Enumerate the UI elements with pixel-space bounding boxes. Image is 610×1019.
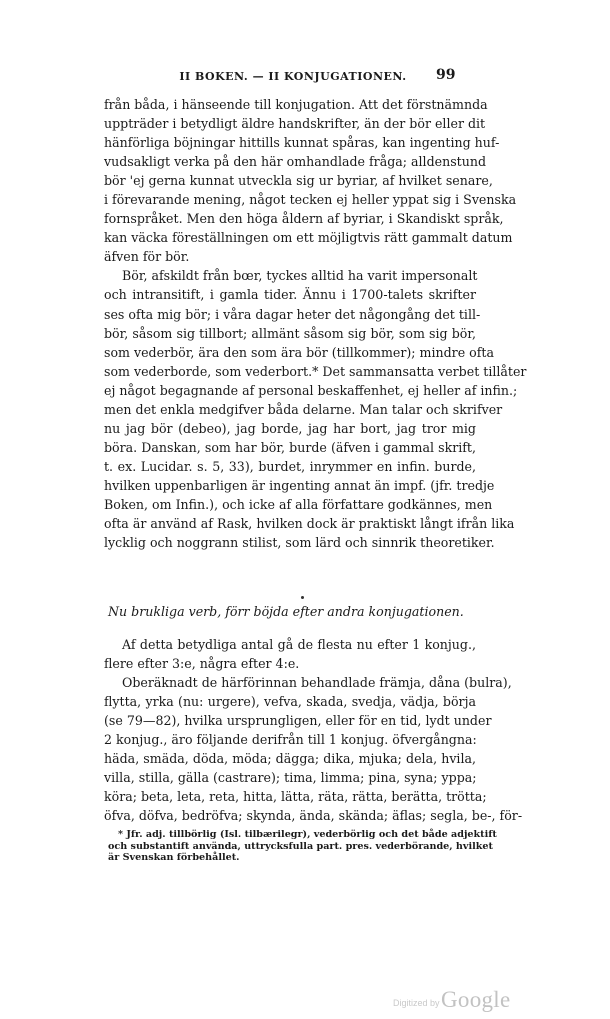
text-line: bör 'ej gerna kunnat utveckla sig ur byriar, af hvilket senare, (104, 173, 493, 189)
text-line: Af detta betydliga antal gå de flesta nu efter 1 konjug., (122, 637, 476, 652)
page-number: 99 (436, 67, 456, 83)
section-text (104, 635, 523, 825)
footnote (108, 829, 497, 864)
text-line: hvilken uppenbarligen är ingenting annat än impf. (jfr. tredje (104, 477, 495, 493)
text-line: ofta är använd af Rask, hvilken dock är praktiskt långt ifrån lika (104, 516, 515, 532)
main-text (104, 95, 527, 552)
text-line: Oberäknadt de härförinnan behandlade främja, dåna (bulra), (122, 675, 512, 691)
text-line: som vederborde, som vederbort.* Det sammansatta verbet tillåter (104, 363, 527, 379)
footnote-line: är Svenskan förbehållet. (108, 852, 240, 863)
text-line: 2 konjug., äro följande derifrån till 1 konjug. öfvergångna: (104, 732, 477, 748)
text-line: böra. Danskan, som har bör, burde (äfven i gammal skrift, (104, 439, 476, 455)
text-line: Bör, afskildt från bœr, tyckes alltid ha varit impersonalt (122, 268, 478, 284)
text-line: flytta, yrka (nu: urgere), vefva, skada, svedja, vädja, börja (104, 694, 476, 710)
running-title: II BOKEN. — II KONJUGATIONEN. (179, 70, 407, 83)
text-line: (se 79—82), hvilka ursprungligen, eller för en tid, lydt under (104, 713, 492, 729)
text-line: villa, stilla, gälla (castrare); tima, limma; pina, syna; yppa; (104, 770, 477, 786)
footnote-line: * Jfr. adj. tillbörlig (Isl. tilbærilegr), vederbörlig och det både adjektift (118, 829, 497, 840)
text-line: t. ex. Lucidar. s. 5, 33), burdet, inrymmer en infin. burde, (104, 458, 476, 474)
text-line: hänförliga böjningar hittills kunnat spåras, kan ingenting huf- (104, 135, 500, 151)
text-line: köra; beta, leta, reta, hitta, lätta, räta, rätta, berätta, trötta; (104, 789, 487, 805)
text-line: som vederbör, ära den som ära bör (tillkommer); mindre ofta (104, 344, 494, 360)
text-line: Boken, om Infin.), och icke af alla författare godkännes, men (104, 496, 493, 512)
text-line: lycklig och noggrann stilist, som lärd och sinnrik theoretiker. (104, 535, 495, 551)
text-line: äfven för bör. (104, 249, 190, 265)
text-line: nu jag bör (debeo), jag borde, jag har bort, jag tror mig (104, 420, 476, 436)
text-line: bör, såsom sig tillbort; allmänt såsom sig bör, som sig bör, (104, 325, 476, 341)
text-line: uppträder i betydligt äldre handskrifter, än der bör eller dit (104, 116, 486, 132)
text-line: ej något begagnande af personal beskaffenhet, ej heller af infin.; (104, 382, 518, 398)
text-line: från båda, i hänseende till konjugation. Att det förstnämnda (104, 97, 488, 112)
text-line: fornspråket. Men den höga åldern af byriar, i Skandiskt språk, (104, 211, 504, 227)
text-line: kan väcka föreställningen om ett möjligtvis rätt gammalt datum (104, 230, 513, 246)
text-line: vudsakligt verka på den här omhandlade fråga; alldenstund (104, 154, 487, 170)
google-watermark (393, 988, 533, 1014)
text-line: ses ofta mig bör; i våra dagar heter det någongång det till- (104, 306, 481, 322)
digitized-by-label: Digitized by (393, 998, 440, 1008)
ink-dot (301, 596, 304, 599)
text-line: men det enkla medgifver båda delarne. Man talar och skrifver (104, 401, 503, 417)
text-line: öfva, döfva, bedröfva; skynda, ända, skända; äflas; segla, be-, för- (104, 808, 523, 824)
google-logo: Google (441, 987, 511, 1012)
text-line: flere efter 3:e, några efter 4:e. (104, 656, 300, 672)
text-line: häda, smäda, döda, möda; dägga; dika, mjuka; dela, hvila, (104, 751, 476, 767)
text-line: och intransitift, i gamla tider. Ännu i 1700-talets skrifter (104, 287, 476, 303)
section-heading: Nu brukliga verb, förr böjda efter andra konjugationen. (108, 604, 464, 619)
text-line: i förevarande mening, något tecken ej heller yppat sig i Svenska (104, 192, 517, 208)
footnote-line: och substantift använda, uttrycksfulla part. pres. vederbörande, hvilket (108, 840, 493, 852)
